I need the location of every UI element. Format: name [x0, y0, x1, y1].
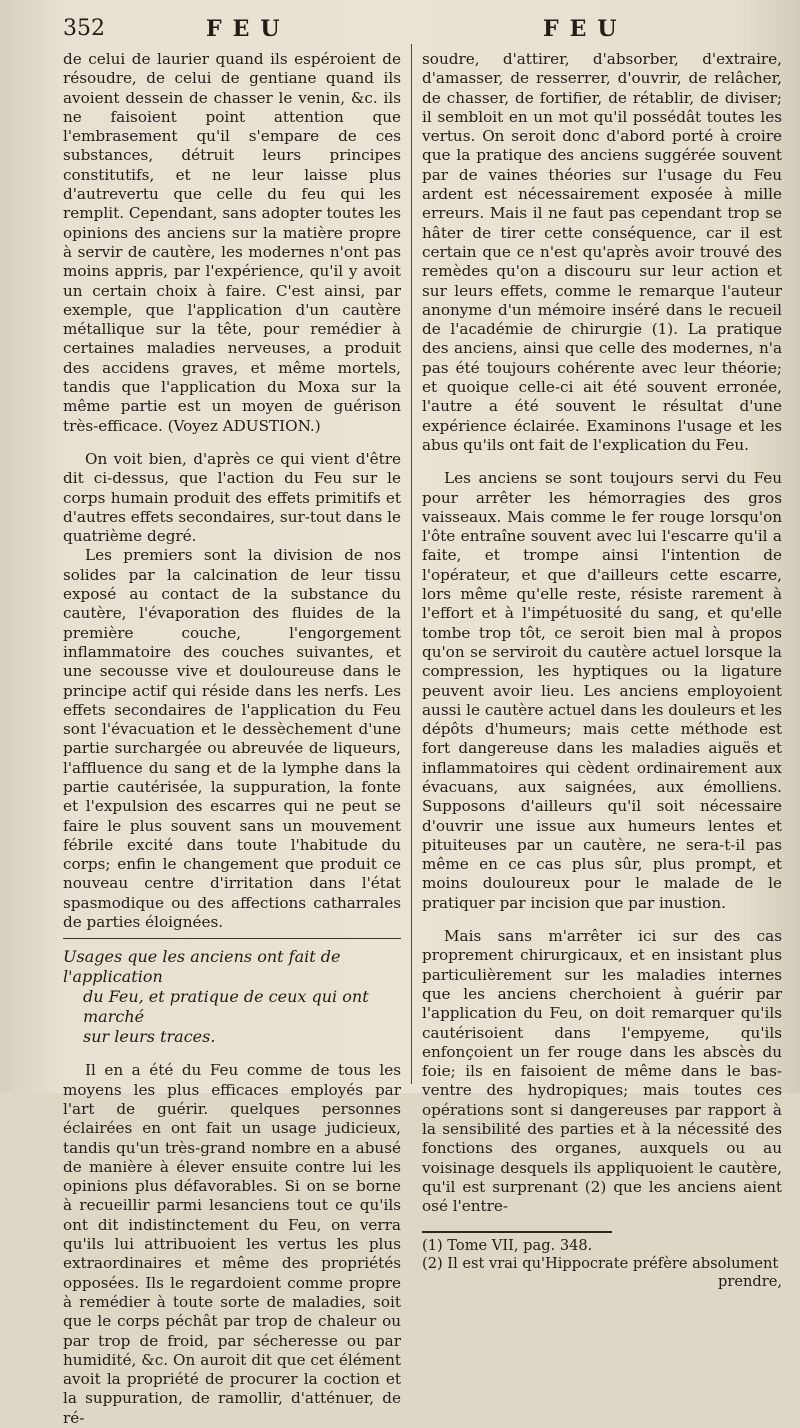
right-paragraph-1: soudre, d'attirer, d'absorber, d'extraire, d'amasser, de resserrer, d'ouvrir, de relâcher, de chasser, de fortifier, de rétablir, de diviser; il sembloit en un mot qu'il possédât toutes les vertus. On seroit donc d'abord porté à croire que la pratique des anciens suggérée souvent par de vaines théories sur l'usage du Feu ardent est nécessairement exposée à mille erreurs. Mais il ne faut pas cependant trop se hâter de tirer cette conséquence, car il est certain que ce n'est qu'après avoir trouvé des remèdes qu'on a discouru sur leur action et sur leurs effets, comme le remarque l'auteur anonyme d'un mémoire inséré dans le recueil de l'académie de chirurgie (1). La pratique des anciens, ainsi que celle des modernes, n'a pas été toujours cohérente avec leur théorie; et quoique celle-ci ait été souvent erronée, l'autre a été souvent le résultat d'une expérience éclairée. Examinons l'usage et les abus qu'ils ont fait de l'explication du Feu. — [422, 50, 782, 454]
right-paragraph-2: Les anciens se sont toujours servi du Feu pour arrêter les hémorragies des gros vaisseaux. Mais comme le fer rouge lorsqu'on l'ôte entraîne souvent avec lui l'escarre qu'il a faite, et trompe ainsi l'intention de l'opérateur, et que d'ailleurs cette escarre, lors même qu'elle reste, résiste rarement à l'effort et à l'impétuosité du sang, et qu'elle tombe trop tôt, ce seroit bien mal à propos qu'on se serviroit du cautère actuel lorsque la compression, les hyptiques ou la ligature peuvent avoir lieu. Les anciens employoient aussi le cautère actuel dans les douleurs et les dépôts d'humeurs; mais cette méthode est fort dangereuse dans les maladies aiguës et inflammatoires qui cèdent ordinairement aux évacuans, aux saignées, aux émolliens. Supposons d'ailleurs qu'il soit nécessaire d'ouvrir une issue aux humeurs lentes et pituiteuses par un cautère, ne sera-t-il pas même en ce cas plus sûr, plus prompt, et moins douloureux pour le malade de le pratiquer par incision que par inustion. — [422, 469, 782, 912]
page-number: 352 — [63, 16, 105, 41]
right-column — [422, 50, 782, 1290]
section-title-line-3: sur leurs traces. — [83, 1027, 216, 1047]
section-title — [63, 947, 401, 1047]
section-rule — [63, 938, 401, 939]
section-title-line-1: Usages que les anciens ont fait de l'application — [63, 947, 341, 987]
section-title-line-2: du Feu, et pratique de ceux qui ont marché — [83, 987, 369, 1027]
footnote-2: (2) Il est vrai qu'Hippocrate préfère absolument — [422, 1254, 779, 1272]
footnote-2-continuation: prendre, — [718, 1272, 782, 1290]
footnote-rule — [422, 1231, 612, 1233]
left-column — [63, 50, 401, 1427]
left-paragraph-2: On voit bien, d'après ce qui vient d'être dit ci-dessus, que l'action du Feu sur le corps humain produit des effets primitifs et d'autres effets secondaires, sur-tout dans le quatrième degré. — [63, 449, 401, 546]
right-paragraph-3: Mais sans m'arrêter ici sur des cas proprement chirurgicaux, et en insistant plus particulièrement sur les maladies internes que les anciens cherchoient à guérir par l'application du Feu, on doit remarquer qu'ils cautérisoient dans l'empyeme, qu'ils enfonçoient un fer rouge dans les abscès du foie; ils en faisoient de même dans le bas-ventre des hydropiques; mais toutes ces opérations sont si dangereuses par rapport à la sensibilité des parties et à la nécessité des fonctions des organes, auxquels ou au voisinage desquels ils appliquoient le cautère, qu'il est surprenant (2) que les anciens aient osé l'entre- — [422, 927, 782, 1216]
left-paragraph-4: Il en a été du Feu comme de tous les moyens les plus efficaces employés par l'art de guérir. quelques personnes éclairées en ont fait un usage judicieux, tandis qu'un très-grand nombre en a abusé de manière à élever ensuite contre lui les opinions plus défavorables. Si on se borne à recueillir parmi lesanciens tout ce qu'ils ont dit indistinctement du Feu, on verra qu'ils lui attribuoient les vertus les plus extraordinaires et même des propriétés opposées. Ils le regardoient comme propre à remédier à toute sorte de maladies, soit que le corps péchât par trop de chaleur ou par trop de froid, par sécheresse ou par humidité, &c. On auroit dit que cet élément avoit la propriété de procurer la coction et la suppuration, de ramollir, d'atténuer, de ré- — [63, 1061, 401, 1427]
left-paragraph-3: Les premiers sont la division de nos solides par la calcination de leur tissu exposé au contact de la substance du cautère, l'évaporation des fluides de la première couche, l'engorgement inflammatoire des couches suivantes, et une secousse vive et douloureuse dans le principe actif qui réside dans les nerfs. Les effets secondaires de l'application du Feu sont l'évacuation et le dessèchement d'une partie surchargée ou abreuvée de liqueurs, l'affluence du sang et de la lymphe dans la partie cautérisée, la suppuration, la fonte et l'expulsion des escarres qui ne peut se faire le plus souvent sans un mouvement fébrile excité dans toute l'habitude du corps; enfin le changement que produit ce nouveau centre d'irritation dans l'état spasmodique ou des affections catharrales de parties éloignées. — [63, 546, 401, 932]
running-head-right: FEU — [543, 16, 628, 42]
left-paragraph-1: de celui de laurier quand ils espéroient de résoudre, de celui de gentiane quand ils avoient dessein de chasser le venin, &c. ils ne faisoient point attention que l'embrasement qu'il s'empare de ces substances, détruit leurs principes constitutifs, et ne leur laisse plus d'autrevertu que celle du feu qui les remplit. Cependant, sans adopter toutes les opinions des anciens sur la matière propre à servir de cautère, les modernes n'ont pas moins appris, par l'expérience, qu'il y avoit un certain choix à faire. C'est ainsi, par exemple, que l'application d'un cautère métallique sur la tête, pour remédier à certaines maladies nerveuses, a produit des accidens graves, et même mortels, tandis que l'application du Moxa sur la même partie est un moyen de guérison très-efficace. (Voyez ADUSTION.) — [63, 50, 401, 435]
footnote-1: (1) Tome VII, pag. 348. — [422, 1236, 593, 1254]
running-head-left: FEU — [206, 16, 291, 42]
column-divider — [411, 44, 412, 1084]
page-header — [0, 16, 800, 46]
